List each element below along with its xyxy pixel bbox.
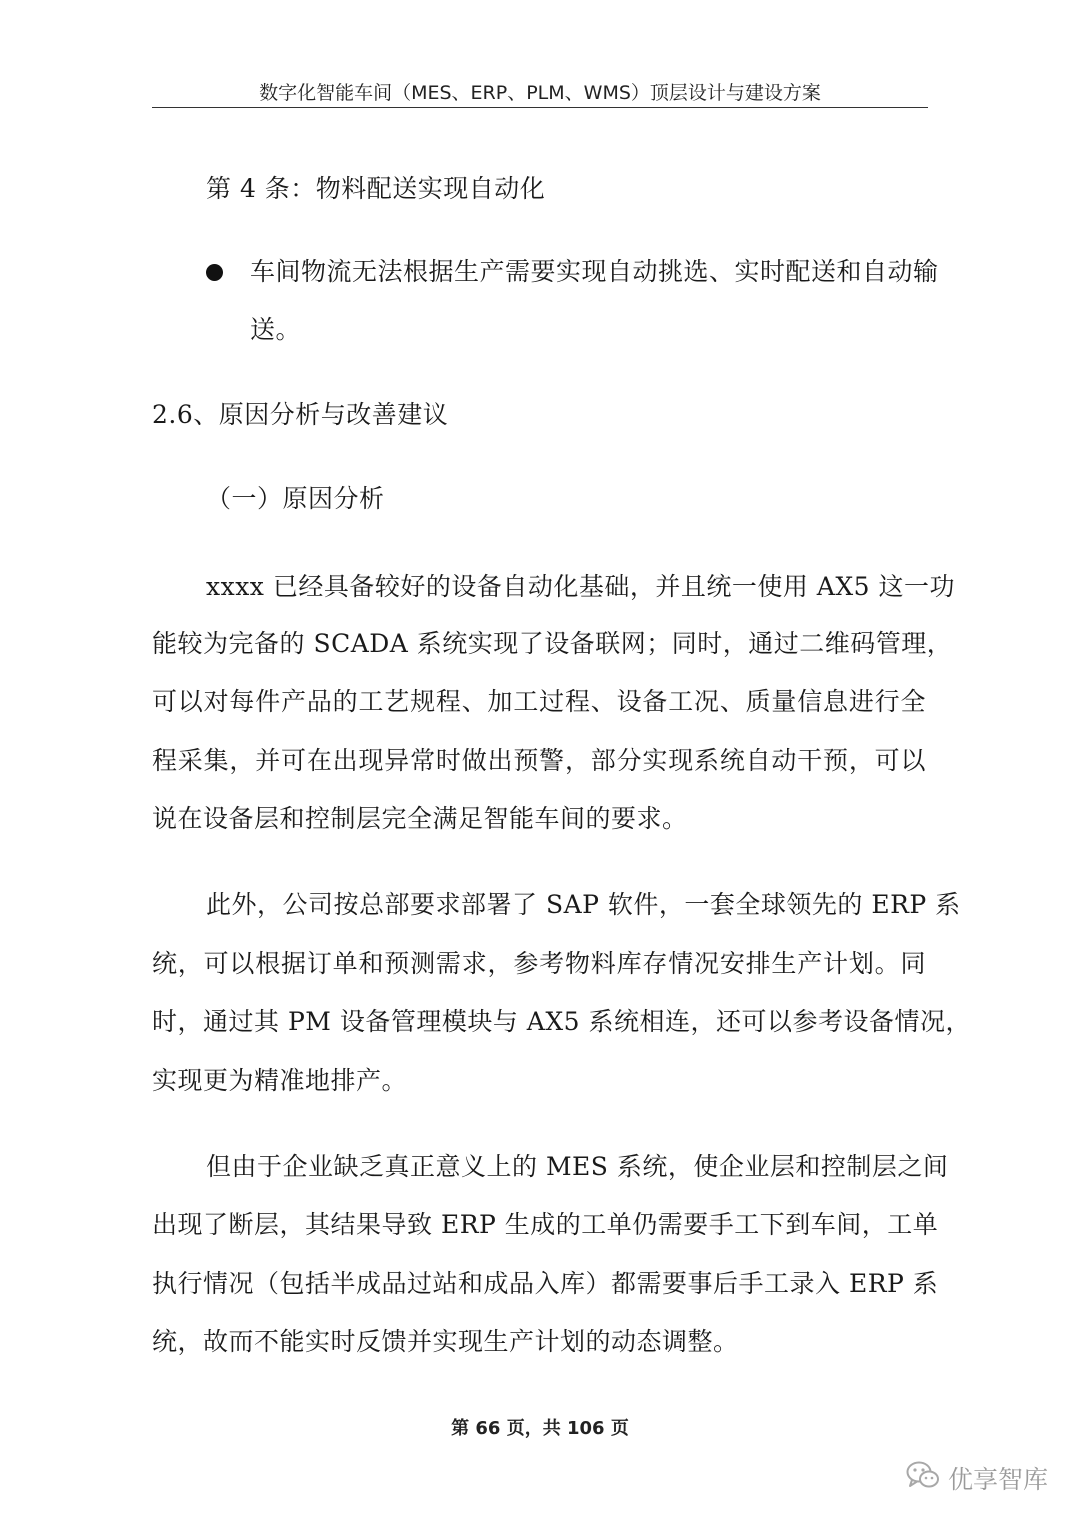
bullet-line-2: 送。 [250,315,302,344]
paragraph-1-line-1: xxxx 已经具备较好的设备自动化基础，并且统一使用 AX5 这一功 [206,572,955,601]
article-heading: 第 4 条：物料配送实现自动化 [206,174,546,203]
watermark [906,1460,1048,1496]
paragraph-3-line-3: 执行情况（包括半成品过站和成品入库）都需要事后手工录入 ERP 系 [152,1269,939,1298]
paragraph-1-line-4: 程采集，并可在出现异常时做出预警，部分实现系统自动干预，可以 [152,746,926,775]
wechat-icon [906,1460,940,1496]
paragraph-1-line-2: 能较为完备的 SCADA 系统实现了设备联网；同时，通过二维码管理， [152,629,953,658]
page-number: 第 66 页，共 106 页 [451,1418,629,1439]
page-header-title: 数字化智能车间（MES、ERP、PLM、WMS）顶层设计与建设方案 [259,82,821,104]
bullet-line-1: 车间物流无法根据生产需要实现自动挑选、实时配送和自动输 [250,257,939,286]
section-heading: 2.6、原因分析与改善建议 [152,400,449,429]
bullet-icon [206,264,223,281]
paragraph-3-line-1: 但由于企业缺乏真正意义上的 MES 系统，使企业层和控制层之间 [206,1152,949,1181]
header-divider [152,107,928,108]
paragraph-3-line-4: 统，故而不能实时反馈并实现生产计划的动态调整。 [152,1327,739,1356]
paragraph-1-line-3: 可以对每件产品的工艺规程、加工过程、设备工况、质量信息进行全 [152,687,926,716]
paragraph-2-line-1: 此外，公司按总部要求部署了 SAP 软件，一套全球领先的 ERP 系 [206,890,961,919]
paragraph-2-line-4: 实现更为精准地排产。 [152,1066,408,1095]
paragraph-2-line-3: 时，通过其 PM 设备管理模块与 AX5 系统相连，还可以参考设备情况， [152,1007,971,1036]
paragraph-1-line-5: 说在设备层和控制层完全满足智能车间的要求。 [152,804,688,833]
paragraph-2-line-2: 统，可以根据订单和预测需求，参考物料库存情况安排生产计划。同 [152,949,926,978]
paragraph-3-line-2: 出现了断层，其结果导致 ERP 生成的工单仍需要手工下到车间，工单 [152,1210,939,1239]
subsection-heading: （一）原因分析 [206,484,385,513]
watermark-text: 优享智库 [948,1465,1049,1494]
